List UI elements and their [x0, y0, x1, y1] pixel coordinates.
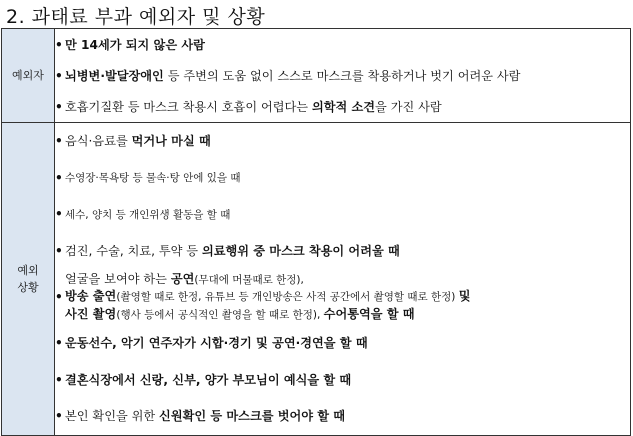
list-item — [55, 60, 630, 91]
text-segment: 및 — [458, 289, 471, 304]
text-segment: (촬영할 때로 한정, 유튜브 등 개인방송은 사적 공간에서 촬영할 때로 한정) — [116, 291, 459, 304]
text-segment: 공연 — [170, 271, 195, 286]
section-heading: 2. 과태료 부과 예외자 및 상황 — [6, 6, 266, 28]
text-segment: 신원확인 등 마스크를 벗어야 할 때 — [159, 409, 346, 424]
exemption-table — [1, 28, 631, 436]
item-line — [65, 306, 630, 324]
text-segment: 본인 확인을 위한 — [65, 409, 160, 424]
text-segment: 음식·음료를 — [65, 134, 132, 149]
text-segment: (무대에 머물때로 한정), — [194, 273, 304, 286]
text-segment: 등 주변의 도움 없이 스스로 마스크를 착용하거나 벗기 어려운 사람 — [163, 68, 521, 83]
exempt-situations-row — [2, 123, 631, 436]
text-segment: 수영장·목욕탕 등 물속·탕 안에 있을 때 — [65, 172, 241, 185]
list-item — [55, 233, 630, 270]
list-item — [55, 160, 630, 197]
text-segment: 방송 출연 — [65, 289, 117, 304]
text-segment: 의학적 소견 — [311, 99, 376, 114]
exempt-situations-label — [2, 123, 55, 436]
list-item — [55, 325, 630, 362]
bullet-icon: • — [55, 409, 63, 424]
text-segment: 검진, 수술, 치료, 투약 등 — [65, 243, 202, 258]
bullet-icon: • — [55, 207, 63, 222]
bullet-icon: • — [55, 243, 63, 258]
text-segment: 얼굴을 보여야 하는 — [65, 271, 171, 286]
exempt-persons-row — [2, 29, 631, 123]
list-item — [55, 123, 630, 160]
label-line: 예외 — [17, 263, 39, 277]
list-item — [55, 398, 630, 435]
list-item — [55, 29, 630, 60]
text-segment: 세수, 양치 등 개인위생 활동을 할 때 — [65, 208, 231, 221]
exempt-persons-list — [55, 29, 631, 123]
list-item — [55, 196, 630, 233]
bullet-icon: • — [55, 372, 63, 387]
text-segment: 운동선수, 악기 연주자가 시합·경기 및 공연·경연을 할 때 — [65, 336, 368, 351]
text-segment: 사진 촬영 — [65, 306, 117, 321]
list-item — [55, 362, 630, 399]
exempt-persons-label: 예외자 — [2, 29, 55, 123]
exempt-situations-list — [55, 123, 631, 436]
bullet-icon: • — [55, 99, 63, 114]
text-segment: 호흡기질환 등 마스크 착용시 호흡이 어렵다는 — [65, 99, 312, 114]
text-segment: 결혼식장에서 신랑, 신부, 양가 부모님이 예식을 할 때 — [65, 372, 352, 387]
list-item — [55, 91, 630, 122]
bullet-icon: • — [55, 336, 63, 351]
text-segment: 만 14세가 되지 않은 사람 — [65, 37, 205, 52]
text-segment: 뇌병변·발달장애인 — [65, 68, 164, 83]
label-line: 상황 — [17, 280, 39, 294]
text-segment: (행사 등에서 공식적인 촬영을 할 때로 한정), — [116, 308, 324, 321]
bullet-icon: • — [55, 37, 63, 52]
item-line — [65, 288, 630, 306]
bullet-icon: • — [55, 290, 63, 304]
text-segment: 의료행위 중 마스크 착용이 어려울 때 — [201, 243, 400, 258]
bullet-icon: • — [55, 134, 63, 149]
text-segment: 먹거나 마실 때 — [131, 134, 211, 149]
list-item — [55, 269, 630, 325]
text-segment: 을 가진 사람 — [375, 99, 442, 114]
text-segment: 수어통역을 할 때 — [323, 306, 415, 321]
bullet-icon: • — [55, 68, 63, 83]
bullet-icon: • — [55, 170, 63, 185]
item-line — [65, 271, 630, 289]
